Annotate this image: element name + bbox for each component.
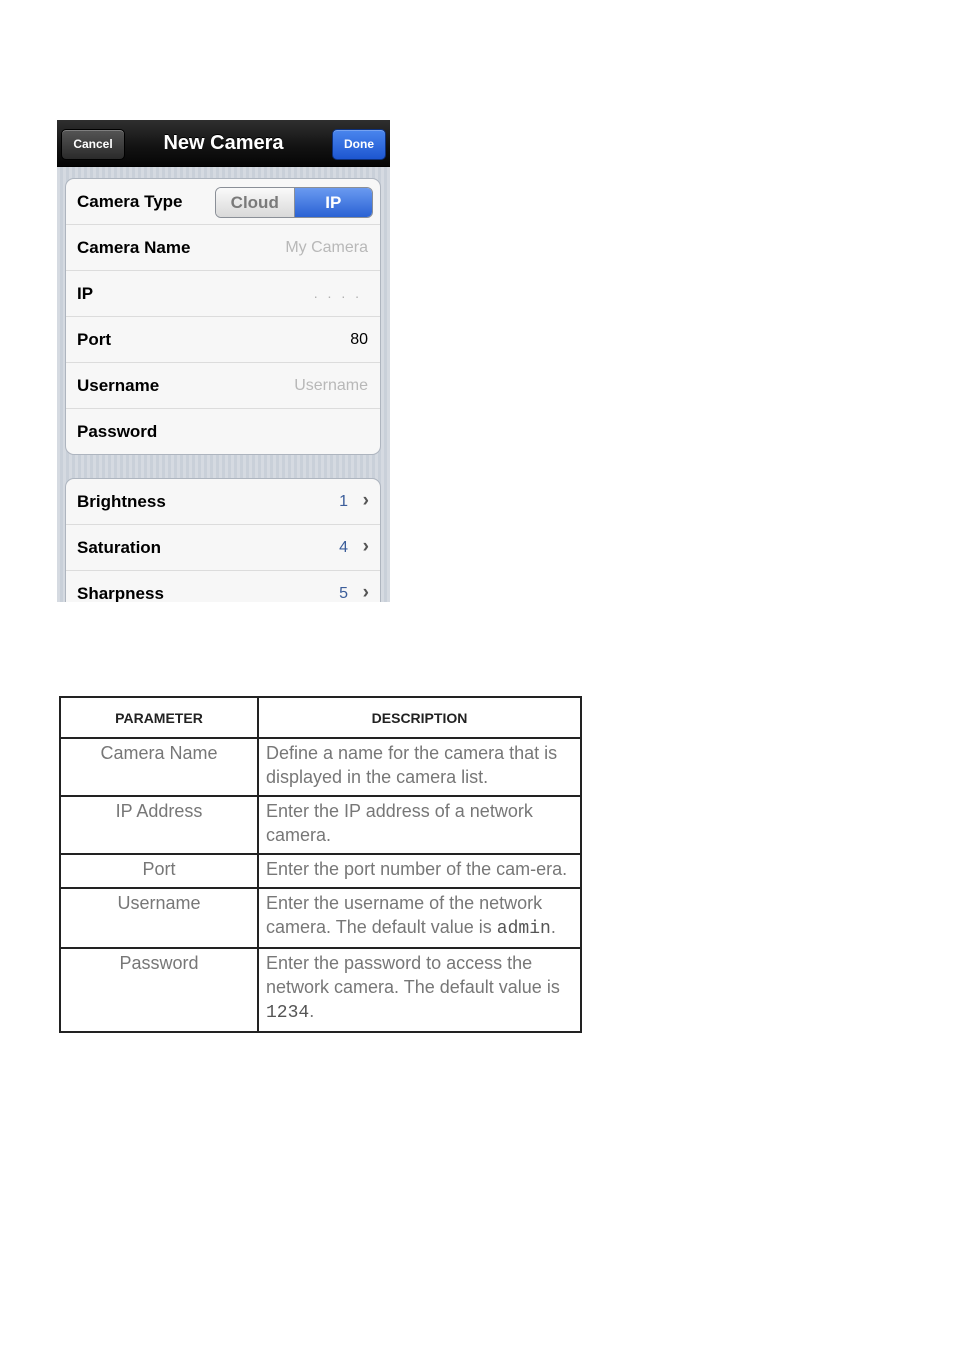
done-button[interactable]: Done bbox=[332, 129, 386, 160]
default-username-code: admin bbox=[496, 919, 551, 939]
username-row[interactable] bbox=[66, 363, 380, 409]
camera-name-label: Camera Name bbox=[77, 238, 191, 257]
table-row bbox=[60, 854, 581, 888]
brightness-row[interactable] bbox=[66, 479, 380, 525]
camera-name-row[interactable] bbox=[66, 225, 380, 271]
chevron-right-icon: › bbox=[362, 490, 369, 511]
header-description: DESCRIPTION bbox=[258, 697, 581, 738]
segment-cloud[interactable]: Cloud bbox=[216, 188, 295, 217]
sharpness-value: 5 bbox=[339, 585, 348, 602]
desc-suffix: . bbox=[309, 1001, 315, 1021]
default-password-code: 1234 bbox=[266, 1003, 310, 1023]
password-label: Password bbox=[77, 422, 158, 441]
port-label: Port bbox=[77, 330, 111, 349]
username-label: Username bbox=[77, 376, 160, 395]
table-row bbox=[60, 738, 581, 796]
desc-username bbox=[258, 888, 581, 948]
table-row bbox=[60, 888, 581, 948]
camera-settings-group bbox=[65, 178, 381, 455]
desc-camera-name bbox=[258, 738, 581, 796]
param-username: Username bbox=[60, 888, 258, 948]
brightness-value: 1 bbox=[339, 493, 348, 510]
username-input[interactable]: Username bbox=[294, 377, 368, 394]
parameter-table bbox=[59, 696, 582, 1033]
header-parameter: PARAMETER bbox=[60, 697, 258, 738]
image-settings-group bbox=[65, 478, 381, 602]
table-row bbox=[60, 796, 581, 854]
segment-ip[interactable]: IP bbox=[295, 188, 373, 217]
desc-ip-address bbox=[258, 796, 581, 854]
param-password: Password bbox=[60, 948, 258, 1032]
table-row bbox=[60, 948, 581, 1032]
desc-text: Enter the password to access the network camera. The default value is bbox=[266, 953, 560, 997]
saturation-row[interactable] bbox=[66, 525, 380, 571]
desc-text: Enter the username of the network camera. The default value is bbox=[266, 893, 543, 937]
desc-password bbox=[258, 948, 581, 1032]
ip-input[interactable]: . . . . bbox=[313, 285, 362, 301]
desc-text: Define a name for the camera that is displayed in the camera list. bbox=[266, 743, 558, 787]
saturation-label: Saturation bbox=[77, 538, 162, 557]
camera-name-input[interactable]: My Camera bbox=[285, 239, 368, 256]
param-port: Port bbox=[60, 854, 258, 888]
camera-type-row bbox=[66, 179, 380, 225]
desc-text: Enter the port number of the cam-era. bbox=[266, 859, 568, 879]
cancel-button[interactable]: Cancel bbox=[61, 129, 125, 160]
port-row[interactable] bbox=[66, 317, 380, 363]
param-ip-address: IP Address bbox=[60, 796, 258, 854]
desc-suffix: . bbox=[550, 917, 556, 937]
desc-port bbox=[258, 854, 581, 888]
password-row[interactable] bbox=[66, 409, 380, 454]
navigation-bar bbox=[57, 120, 390, 167]
page-title: New Camera bbox=[163, 132, 284, 154]
camera-type-label: Camera Type bbox=[77, 192, 183, 211]
port-input[interactable]: 80 bbox=[350, 331, 368, 348]
camera-type-segmented-control bbox=[215, 187, 373, 218]
sharpness-label: Sharpness bbox=[77, 584, 164, 602]
chevron-right-icon: › bbox=[362, 582, 369, 602]
desc-text: Enter the IP address of a network camera. bbox=[266, 801, 533, 845]
ip-label: IP bbox=[77, 284, 94, 303]
chevron-right-icon: › bbox=[362, 536, 369, 557]
table-header-row bbox=[60, 697, 581, 738]
saturation-value: 4 bbox=[339, 539, 348, 556]
phone-screenshot bbox=[57, 120, 390, 602]
sharpness-row[interactable] bbox=[66, 571, 380, 602]
param-camera-name: Camera Name bbox=[60, 738, 258, 796]
brightness-label: Brightness bbox=[77, 492, 166, 511]
ip-row[interactable] bbox=[66, 271, 380, 317]
